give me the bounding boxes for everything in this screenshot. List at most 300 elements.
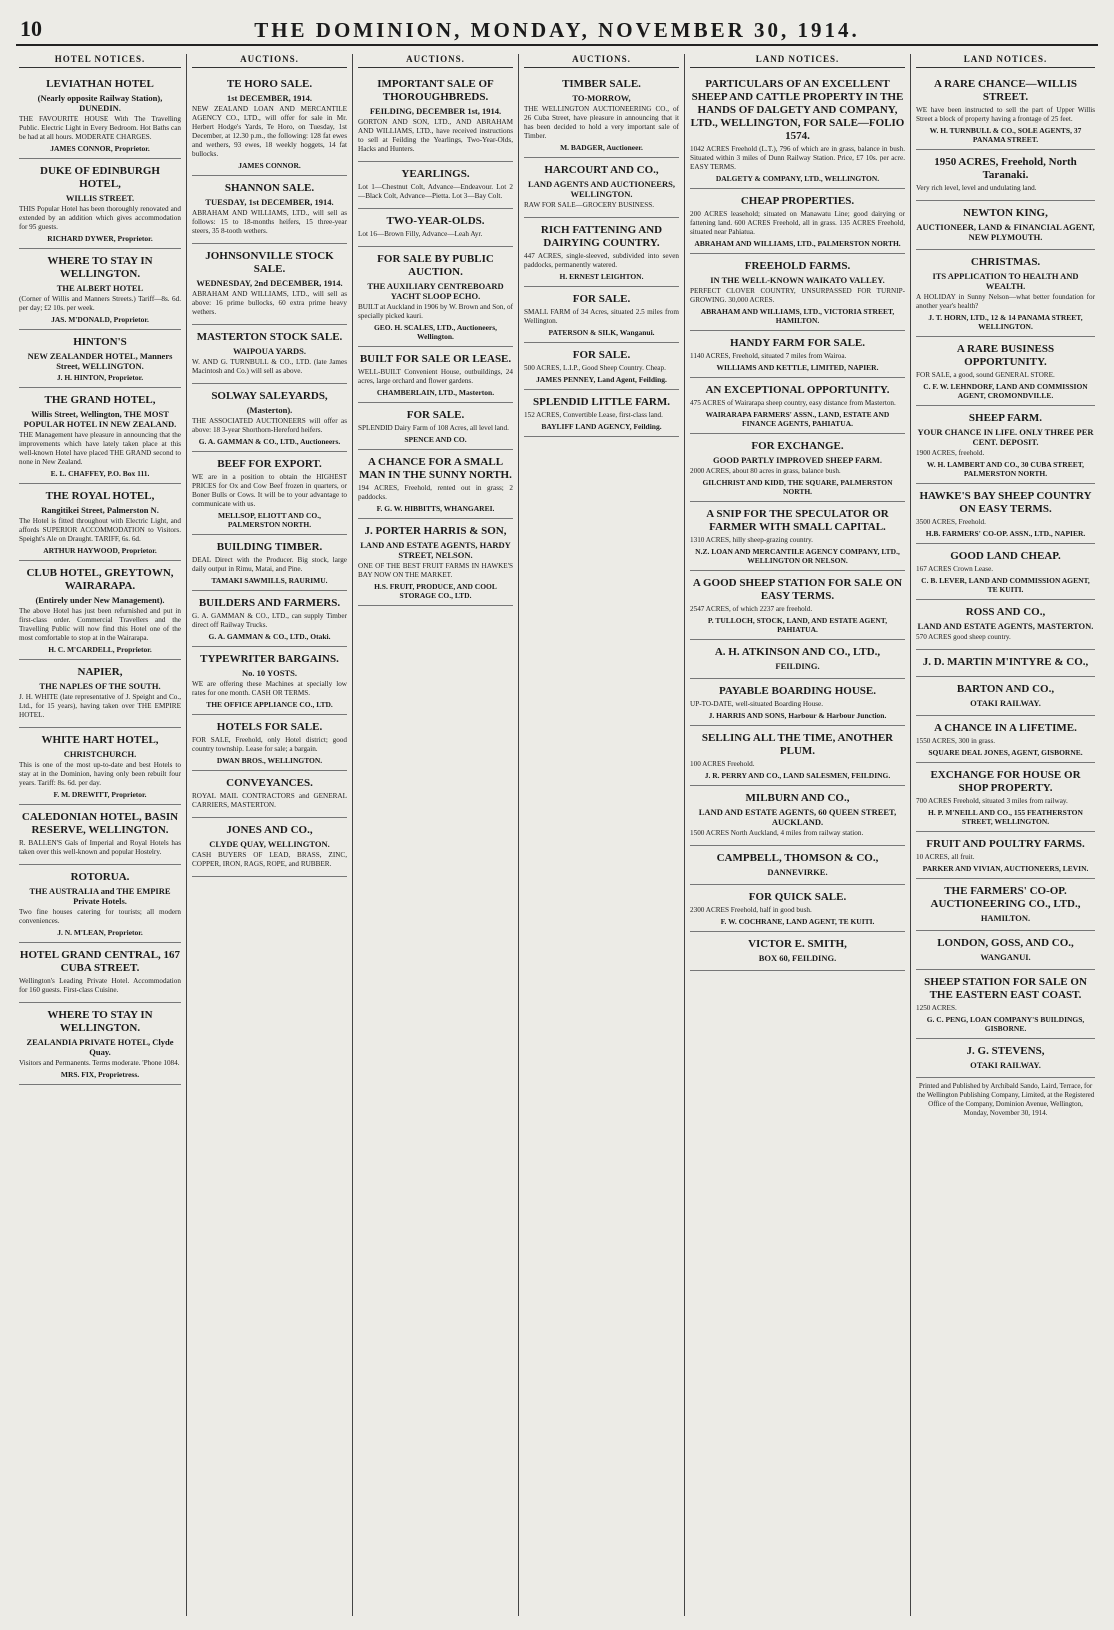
advertisement-body: 2300 ACRES Freehold, half in good bush.: [690, 906, 812, 914]
advertisement-signature: JAS. M'DONALD, Proprietor.: [51, 315, 149, 324]
advertisement-body: WE have been instructed to sell the part of Upper Willis Street a block of property having a frontage of 25 feet.: [916, 106, 1095, 123]
column-auctions-2: [352, 54, 518, 1616]
advertisement-signature: SQUARE DEAL JONES, AGENT, GISBORNE.: [928, 748, 1083, 757]
advertisement-subheading: THE NAPLES OF THE SOUTH.: [39, 681, 161, 691]
advertisement-body: 2547 ACRES, of which 2237 are freehold.: [690, 605, 813, 613]
advertisement-title: BARTON AND CO.,: [956, 683, 1055, 695]
advertisement: [690, 72, 905, 189]
advertisement-title: BUILDERS AND FARMERS.: [198, 597, 341, 609]
advertisement-subheading: CHRISTCHURCH.: [63, 749, 137, 759]
advertisement: [19, 388, 181, 484]
advertisement-title: A RARE CHANCE—WILLIS STREET.: [933, 78, 1078, 103]
advertisement-body: BUILT at Auckland in 1906 by W. Brown and Son, of specially picked kauri.: [358, 303, 513, 320]
advertisement-body: FOR SALE, a good, sound GENERAL STORE.: [916, 371, 1055, 379]
advertisement-signature: CHAMBERLAIN, LTD., Masterton.: [376, 388, 495, 397]
advertisement-subheading: THE AUSTRALIA and THE EMPIRE Private Hotels.: [29, 886, 171, 906]
advertisement: [690, 189, 905, 254]
advertisement-subheading: TUESDAY, 1st DECEMBER, 1914.: [205, 197, 334, 207]
advertisement-title: CAMPBELL, THOMSON & CO.,: [716, 852, 879, 864]
advertisement-signature: G. A. GAMMAN & CO., LTD., Otaki.: [208, 632, 331, 641]
advertisement-body: 700 ACRES Freehold, situated 3 miles from railway.: [916, 797, 1068, 805]
advertisement: [19, 660, 181, 728]
advertisement-subheading: ZEALANDIA PRIVATE HOTEL, Clyde Quay.: [26, 1037, 174, 1057]
advertisement-title: HINTON'S: [73, 336, 127, 348]
advertisement-title: JONES AND CO.,: [226, 824, 313, 836]
advertisement: [192, 818, 347, 877]
advertisement-signature: ABRAHAM AND WILLIAMS, LTD., VICTORIA STREET, HAMILTON.: [700, 307, 895, 325]
advertisement-body: This is one of the most up-to-date and best Hotels to stay at in the Dominion, having only been rebuilt four years. Tariff: 8s. 6d. per day.: [19, 761, 181, 787]
advertisement-title: JOHNSONVILLE STOCK SALE.: [205, 250, 334, 275]
advertisement: [690, 885, 905, 932]
advertisement: [192, 244, 347, 325]
advertisement-title: FOR QUICK SALE.: [748, 891, 847, 903]
advertisement: [19, 330, 181, 388]
advertisement-title: LEVIATHAN HOTEL: [46, 78, 154, 90]
advertisement-title: ROTORUA.: [70, 871, 130, 883]
advertisement-signature: M. BADGER, Auctioneer.: [560, 143, 643, 152]
advertisement: [916, 763, 1095, 832]
advertisement-title: TWO-YEAR-OLDS.: [386, 215, 485, 227]
advertisement-title: FOR SALE.: [572, 293, 631, 305]
advertisement-title: WHITE HART HOTEL,: [41, 734, 159, 746]
advertisement-title: FRUIT AND POULTRY FARMS.: [926, 838, 1085, 850]
advertisement-body: The Hotel is fitted throughout with Electric Light, and affords SUPERIOR ACCOMMODATION to Visitors. Speight's Ale on Draught. TARIFF, 6s. 6d.: [19, 517, 181, 543]
advertisement-title: 1950 ACRES, Freehold, North Taranaki.: [934, 156, 1077, 181]
advertisement-signature: F. W. COCHRANE, LAND AGENT, TE KUITI.: [720, 917, 875, 926]
advertisement: [524, 343, 679, 390]
advertisement-body: 1900 ACRES, freehold.: [916, 449, 985, 457]
advertisement-body: SPLENDID Dairy Farm of 108 Acres, all level land.: [358, 424, 509, 432]
advertisement-body: 200 ACRES leasehold; situated on Manawatu Line; good dairying or fattening land. 600 ACRES Freehold, all in grass. 135 ACRES Freehold, situated near Pahiatua.: [690, 210, 905, 236]
advertisement: [19, 1003, 181, 1085]
column-heading: AUCTIONS.: [192, 54, 347, 68]
advertisement: [358, 72, 513, 162]
advertisement-signature: JAMES CONNOR.: [238, 161, 301, 170]
advertisement-signature: TAMAKI SAWMILLS, RAURIMU.: [211, 576, 328, 585]
column-heading: HOTEL NOTICES.: [19, 54, 181, 68]
advertisement-title: FREEHOLD FARMS.: [744, 260, 851, 272]
advertisement: [192, 771, 347, 818]
column-land-notices-2: [910, 54, 1100, 1616]
advertisement-body: 1550 ACRES, 300 in grass.: [916, 737, 996, 745]
advertisement-subheading: FEILDING, DECEMBER 1st, 1914.: [369, 106, 502, 116]
advertisement-title: HOTELS FOR SALE.: [216, 721, 323, 733]
advertisement: [19, 484, 181, 561]
advertisement-body: RAW FOR SALE—GROCERY BUSINESS.: [524, 201, 655, 209]
advertisement: [916, 250, 1095, 337]
advertisement-body: (Corner of Willis and Manners Streets.) Tariff—8s. 6d. per day; £2 10s. per week.: [19, 295, 181, 312]
advertisement-title: MASTERTON STOCK SALE.: [196, 331, 343, 343]
advertisement-body: ONE OF THE BEST FRUIT FARMS IN HAWKE'S BAY NOW ON THE MARKET.: [358, 562, 513, 579]
advertisement: [358, 347, 513, 403]
advertisement: [19, 865, 181, 943]
advertisement-title: A. H. ATKINSON AND CO., LTD.,: [714, 646, 881, 658]
advertisement-title: BEEF FOR EXPORT.: [217, 458, 322, 470]
advertisement-subheading: THE ALBERT HOTEL: [56, 283, 144, 293]
advertisement-title: FOR SALE BY PUBLIC AUCTION.: [377, 253, 494, 278]
advertisement: [358, 519, 513, 606]
column-heading: AUCTIONS.: [524, 54, 679, 68]
advertisement-body: ABRAHAM AND WILLIAMS, LTD., will sell as follows: 15 to 18-months heifers, 15 three-year steers, 35 8-tooth wethers.: [192, 209, 347, 235]
advertisement-signature: E. L. CHAFFEY, P.O. Box 111.: [50, 469, 150, 478]
advertisement-body: A HOLIDAY in Sunny Nelson—what better foundation for another year's health?: [916, 293, 1095, 310]
advertisement: [690, 726, 905, 786]
advertisement-title: AN EXCEPTIONAL OPPORTUNITY.: [705, 384, 890, 396]
advertisement-subheading: WANGANUI.: [980, 952, 1031, 962]
advertisement: [524, 287, 679, 343]
advertisement: [524, 72, 679, 158]
advertisement: [916, 406, 1095, 484]
advertisement-body: WE are offering these Machines at specially low rates for one month. CASH OR TERMS.: [192, 680, 347, 697]
advertisement-signature: JAMES CONNOR, Proprietor.: [50, 144, 150, 153]
advertisement-title: A CHANCE IN A LIFETIME.: [934, 722, 1077, 734]
advertisement-subheading: CLYDE QUAY, WELLINGTON.: [209, 839, 330, 849]
advertisement: [192, 325, 347, 384]
advertisement: [192, 452, 347, 535]
advertisement-body: WE are in a position to obtain the HIGHEST PRICES for Ox and Cow Beef frozen in quarters, or Boner Bulls or Cows. It will be to your advantage to communicate with us.: [192, 473, 347, 508]
advertisement-title: VICTOR E. SMITH,: [748, 938, 847, 950]
advertisement-body: UP-TO-DATE, well-situated Boarding House.: [690, 700, 824, 708]
advertisement-body: WELL-BUILT Convenient House, outbuildings, 24 acres, large orchard and flower gardens.: [358, 368, 513, 385]
advertisement-body: 1250 ACRES.: [916, 1004, 957, 1012]
advertisement: [916, 931, 1095, 970]
newspaper-title: THE DOMINION, MONDAY, NOVEMBER 30, 1914.: [254, 18, 860, 42]
column-auctions-3: [518, 54, 684, 1616]
advertisement-body: 570 ACRES good sheep country.: [916, 633, 1011, 641]
advertisement-title: BUILT FOR SALE OR LEASE.: [359, 353, 512, 365]
advertisement-title: CALEDONIAN HOTEL, BASIN RESERVE, WELLINGTON.: [21, 811, 179, 836]
advertisement-body: SMALL FARM of 34 Acres, situated 2.5 miles from Wellington.: [524, 308, 679, 325]
advertisement: [19, 159, 181, 249]
advertisement-signature: F. M. DREWITT, Proprietor.: [53, 790, 147, 799]
advertisement-subheading: No. 10 YOSTS.: [242, 668, 297, 678]
advertisement-subheading: GOOD PARTLY IMPROVED SHEEP FARM.: [713, 455, 882, 465]
advertisement: [916, 484, 1095, 544]
column-heading: LAND NOTICES.: [916, 54, 1095, 68]
advertisement-signature: J. HARRIS AND SONS, Harbour & Harbour Junction.: [708, 711, 887, 720]
advertisement: [19, 561, 181, 660]
column-hotel-notices: [14, 54, 186, 1616]
advertisement: [19, 943, 181, 1003]
advertisement-subheading: FEILDING.: [775, 661, 820, 671]
advertisement-signature: H.B. FARMERS' CO-OP. ASSN., LTD., NAPIER.: [925, 529, 1086, 538]
advertisement-signature: PATERSON & SILK, Wanganui.: [548, 328, 655, 337]
advertisement-subheading: THE AUXILIARY CENTREBOARD YACHT SLOOP ECHO.: [367, 281, 504, 301]
advertisement-title: HAWKE'S BAY SHEEP COUNTRY ON EASY TERMS.: [919, 490, 1092, 515]
advertisement-signature: C. F. W. LEHNDORF, LAND AND COMMISSION AGENT, CROMONDVILLE.: [923, 382, 1088, 400]
page-number: 10: [20, 16, 42, 41]
advertisement-title: FOR SALE.: [406, 409, 465, 421]
advertisement: [690, 502, 905, 571]
advertisement-body: Wellington's Leading Private Hotel. Accommodation for 160 guests. First-class Cuisine.: [19, 977, 181, 994]
advertisement: [19, 249, 181, 330]
advertisement-subheading: WAIPOUA YARDS.: [232, 346, 307, 356]
advertisement-title: PAYABLE BOARDING HOUSE.: [719, 685, 876, 697]
advertisement: [916, 879, 1095, 931]
advertisement-title: CHRISTMAS.: [970, 256, 1041, 268]
advertisement-signature: G. C. PENG, LOAN COMPANY'S BUILDINGS, GISBORNE.: [926, 1015, 1085, 1033]
advertisement-subheading: (Entirely under New Management).: [35, 595, 165, 605]
advertisement-body: THIS Popular Hotel has been thoroughly renovated and extended by an addition which gives accommodation for 95 guests.: [19, 205, 181, 231]
advertisement-title: THE FARMERS' CO-OP. AUCTIONEERING CO., LTD.,: [930, 885, 1081, 910]
advertisement-title: WHERE TO STAY IN WELLINGTON.: [47, 255, 153, 280]
advertisement: [192, 176, 347, 244]
advertisement-subheading: WILLIS STREET.: [65, 193, 135, 203]
advertisement: [358, 403, 513, 450]
advertisement: [690, 640, 905, 679]
advertisement-title: A CHANCE FOR A SMALL MAN IN THE SUNNY NORTH.: [359, 456, 512, 481]
advertisement-signature: W. H. TURNBULL & CO., SOLE AGENTS, 37 PANAMA STREET.: [929, 126, 1082, 144]
advertisement-body: 2000 ACRES, about 80 acres in grass, balance bush.: [690, 467, 841, 475]
advertisement: [19, 728, 181, 805]
advertisement: [690, 932, 905, 971]
advertisement: [916, 544, 1095, 600]
advertisement-title: CONVEYANCES.: [226, 777, 313, 789]
advertisement-body: J. H. WHITE (late representative of J. Speight and Co., Ltd., for 15 years), having taken over THE EMPIRE HOTEL.: [19, 693, 181, 719]
advertisement-body: THE FAVOURITE HOUSE With The Travelling Public. Electric Light in Every Bedroom. Hot Baths can be had at all hours. MODERATE CHARGES.: [19, 115, 181, 141]
advertisement-body: 167 ACRES Crown Lease.: [916, 565, 994, 573]
advertisement-body: CASH BUYERS OF LEAD, BRASS, ZINC, COPPER, IRON, RAGS, ROPE, and RUBBER.: [192, 851, 347, 868]
advertisement-subheading: LAND AGENTS AND AUCTIONEERS, WELLINGTON.: [528, 179, 675, 199]
advertisement-body: 152 ACRES, Convertible Lease, first-class land.: [524, 411, 663, 419]
advertisement-title: DUKE OF EDINBURGH HOTEL,: [40, 165, 160, 190]
advertisement-subheading: BOX 60, FEILDING.: [758, 953, 837, 963]
advertisement-signature: C. B. LEVER, LAND AND COMMISSION AGENT, TE KUITI.: [921, 576, 1090, 594]
imprint: Printed and Published by Archibald Sando, Laird, Terrace, for the Wellington Publishing Company, Limited, at the Registered Office of the Company, Dominion Avenue, Wellington, Monday, November 30, 1914.: [916, 1082, 1095, 1117]
advertisement-title: IMPORTANT SALE OF THOROUGHBREDS.: [377, 78, 494, 103]
advertisement: [690, 571, 905, 640]
advertisement-subheading: LAND AND ESTATE AGENTS, 60 QUEEN STREET, AUCKLAND.: [698, 807, 897, 827]
advertisement-signature: N.Z. LOAN AND MERCANTILE AGENCY COMPANY, LTD., WELLINGTON OR NELSON.: [695, 547, 900, 565]
advertisement-title: THE ROYAL HOTEL,: [45, 490, 155, 502]
advertisement-body: THE Management have pleasure in announcing that the improvements which have lately taken place at this well-known Hotel have placed THE GRAND second to none in New Zealand.: [19, 431, 181, 466]
advertisement-subheading: AUCTIONEER, LAND & FINANCIAL AGENT, NEW PLYMOUTH.: [916, 222, 1095, 242]
advertisement-signature: H.S. FRUIT, PRODUCE, AND COOL STORAGE CO., LTD.: [374, 582, 497, 600]
advertisement-title: EXCHANGE FOR HOUSE OR SHOP PROPERTY.: [930, 769, 1081, 794]
advertisement-signature: H. ERNEST LEIGHTON.: [559, 272, 644, 281]
advertisement-body: 447 ACRES, single-sleeved, subdivided into seven paddocks, permanently watered.: [524, 252, 679, 269]
advertisement: [916, 600, 1095, 650]
advertisement-body: NEW ZEALAND LOAN AND MERCANTILE AGENCY CO., LTD., will offer for sale in Mr. Herbert Hodge's Yards, Te Horo, on Tuesday, 1st December, at 12.30 p.m., the following: 128 fat ewes and wethers, 93 ewes, 18 weekly hoggets, 14 fat bullocks.: [192, 105, 347, 158]
advertisement-body: THE ASSOCIATED AUCTIONEERS will offer as above: 18 3-year Shorthorn-Hereford heifers.: [192, 417, 347, 434]
advertisement-body: G. A. GAMMAN & CO., LTD., can supply Timber direct off Railway Trucks.: [192, 612, 347, 629]
advertisement-title: SHANNON SALE.: [224, 182, 315, 194]
advertisement-title: NAPIER,: [77, 666, 123, 678]
advertisement: [690, 846, 905, 885]
advertisement: [358, 450, 513, 519]
advertisement-title: J. PORTER HARRIS & SON,: [364, 525, 507, 537]
advertisement-title: PARTICULARS OF AN EXCELLENT SHEEP AND CATTLE PROPERTY IN THE HANDS OF DALGETY AND COMPANY, LTD., WELLINGTON, FOR SALE—FOLIO 1574.: [690, 78, 905, 142]
advertisement-signature: BAYLIFF LAND AGENCY, Feilding.: [541, 422, 662, 431]
advertisement-title: THE GRAND HOTEL,: [44, 394, 156, 406]
advertisement-body: Lot 1—Chestnut Colt, Advance—Endeavour. Lot 2—Black Colt, Advance—Pietta. Lot 3—Bay Colt.: [358, 183, 513, 200]
advertisement-subheading: YOUR CHANCE IN LIFE. ONLY THREE PER CENT. DEPOSIT.: [917, 427, 1094, 447]
advertisement: [192, 384, 347, 452]
advertisement-signature: W. H. LAMBERT AND CO., 30 CUBA STREET, PALMERSTON NORTH.: [926, 460, 1085, 478]
advertisement-signature: MELLSOP, ELIOTT AND CO., PALMERSTON NORTH.: [218, 511, 321, 529]
column-land-notices-1: [684, 54, 910, 1616]
advertisement-body: The above Hotel has just been refurnished and put in first-class order. Commercial Travellers and the Travelling Public will now find this Hotel one of the most comfortable to stop at in the Wairarapa.: [19, 607, 181, 642]
advertisement-subheading: HAMILTON.: [980, 913, 1031, 923]
advertisement-body: 1500 ACRES North Auckland, 4 miles from railway station.: [690, 829, 864, 837]
advertisement-body: 500 ACRES, L.I.P., Good Sheep Country. Cheap.: [524, 364, 666, 372]
advertisement-title: A RARE BUSINESS OPPORTUNITY.: [956, 343, 1055, 368]
masthead: [16, 14, 1098, 46]
advertisement: [916, 970, 1095, 1039]
advertisement-title: GOOD LAND CHEAP.: [950, 550, 1061, 562]
advertisement-body: GORTON AND SON, LTD., AND ABRAHAM AND WILLIAMS, LTD., have received instructions to sell at Feilding the Yearlings, Two-Year-Olds, Hacks and Hunters.: [358, 118, 513, 153]
advertisement-subheading: NEW ZEALANDER HOTEL, Manners Street, WELLINGTON.: [27, 351, 173, 371]
advertisement-title: ROSS AND CO.,: [965, 606, 1046, 618]
advertisement: [358, 162, 513, 209]
advertisement: [690, 378, 905, 434]
advertisement-body: ROYAL MAIL CONTRACTORS and GENERAL CARRIERS, MASTERTON.: [192, 792, 347, 809]
advertisement-title: LONDON, GOSS, AND CO.,: [937, 937, 1074, 949]
advertisement-subheading: Willis Street, Wellington, THE MOST POPULAR HOTEL IN NEW ZEALAND.: [23, 409, 177, 429]
advertisement-title: TYPEWRITER BARGAINS.: [200, 653, 339, 665]
advertisement-body: ABRAHAM AND WILLIAMS, LTD., will sell as above: 16 prime bullocks, 60 extra prime heavy wethers.: [192, 290, 347, 316]
advertisement-signature: J. R. PERRY AND CO., LAND SALESMEN, FEILDING.: [704, 771, 891, 780]
advertisement-subheading: (Masterton).: [246, 405, 293, 415]
advertisement-signature: JAMES PENNEY, Land Agent, Feilding.: [536, 375, 667, 384]
advertisement: [690, 254, 905, 331]
advertisement: [192, 647, 347, 715]
advertisement-title: SHEEP STATION FOR SALE ON THE EASTERN EAST COAST.: [924, 976, 1087, 1001]
advertisement-signature: H. P. M'NEILL AND CO., 155 FEATHERSTON STREET, WELLINGTON.: [928, 808, 1083, 826]
advertisement-title: HARCOURT AND CO.,: [544, 164, 659, 176]
advertisement-title: FOR SALE.: [572, 349, 631, 361]
advertisement: [524, 390, 679, 437]
advertisement-title: SOLWAY SALEYARDS,: [211, 390, 328, 402]
advertisement: [524, 218, 679, 287]
advertisement-title: HANDY FARM FOR SALE.: [729, 337, 866, 349]
advertisement-body: 1042 ACRES Freehold (L.T.), 796 of which are in grass, balance in bush. Situated within 3 miles of Dunn Railway Station. Price, £7 10s. per acre. EASY TERMS.: [690, 145, 905, 171]
advertisement-title: J. D. MARTIN M'INTYRE & CO.,: [922, 656, 1089, 668]
advertisement-title: SPLENDID LITTLE FARM.: [532, 396, 670, 408]
advertisement-subheading: LAND AND ESTATE AGENTS, HARDY STREET, NELSON.: [360, 540, 511, 560]
advertisement: [19, 72, 181, 159]
advertisement-subheading: WEDNESDAY, 2nd DECEMBER, 1914.: [196, 278, 343, 288]
advertisement-subheading: LAND AND ESTATE AGENTS, MASTERTON.: [917, 621, 1094, 631]
advertisement-signature: J. N. M'LEAN, Proprietor.: [57, 928, 143, 937]
advertisement-body: R. BALLEN'S Gals of Imperial and Royal Hotels has taken over this well-known and popular Hostelry.: [19, 839, 181, 856]
advertisement-signature: G. A. GAMMAN & CO., LTD., Auctioneers.: [198, 437, 341, 446]
advertisement-title: J. G. STEVENS,: [966, 1045, 1045, 1057]
advertisement-subheading: IN THE WELL-KNOWN WAIKATO VALLEY.: [710, 275, 885, 285]
advertisement-title: SHEEP FARM.: [968, 412, 1043, 424]
advertisement-body: 3500 ACRES, Freehold.: [916, 518, 986, 526]
advertisement-body: 100 ACRES Freehold.: [690, 760, 755, 768]
advertisement-title: SELLING ALL THE TIME, ANOTHER PLUM.: [701, 732, 894, 757]
advertisement-body: PERFECT CLOVER COUNTRY, UNSURPASSED FOR TURNIP-GROWING. 30,000 ACRES.: [690, 287, 905, 304]
advertisement-title: HOTEL GRAND CENTRAL, 167 CUBA STREET.: [19, 949, 181, 974]
advertisement-title: MILBURN AND CO.,: [745, 792, 850, 804]
advertisement-signature: PARKER AND VIVIAN, AUCTIONEERS, LEVIN.: [922, 864, 1089, 873]
advertisement-title: A GOOD SHEEP STATION FOR SALE ON EASY TERMS.: [692, 577, 903, 602]
advertisement-signature: ARTHUR HAYWOOD, Proprietor.: [43, 546, 157, 555]
advertisement: [192, 715, 347, 771]
advertisement: [690, 331, 905, 378]
advertisement-signature: THE OFFICE APPLIANCE CO., LTD.: [206, 700, 333, 709]
advertisement: [916, 150, 1095, 201]
advertisement-signature: P. TULLOCH, STOCK, LAND, AND ESTATE AGENT, PAHIATUA.: [707, 616, 888, 634]
advertisement-body: W. AND G. TURNBULL & CO., LTD. (late James Macintosh and Co.) will sell as above.: [192, 358, 347, 375]
advertisement: [192, 72, 347, 176]
advertisement-body: THE WELLINGTON AUCTIONEERING CO., of 26 Cuba Street, have pleasure in announcing that it has been decided to hold a very important sale of Timber.: [524, 105, 679, 140]
advertisement: [916, 201, 1095, 250]
advertisement-title: TE HORO SALE.: [226, 78, 313, 90]
advertisement-signature: GEO. H. SCALES, LTD., Auctioneers, Wellington.: [373, 323, 498, 341]
advertisement-signature: RICHARD DYWER, Proprietor.: [47, 234, 153, 243]
advertisement: [916, 716, 1095, 763]
advertisement-body: FOR SALE, Freehold, only Hotel district; good country township. Lease for sale; a bargain.: [192, 736, 347, 753]
advertisement: [916, 832, 1095, 879]
advertisement: [916, 1039, 1095, 1078]
advertisement-subheading: TO-MORROW,: [572, 93, 631, 103]
advertisement-signature: MRS. FIX, Proprietress.: [60, 1070, 140, 1079]
advertisement: [916, 677, 1095, 716]
advertisement-title: CHEAP PROPERTIES.: [740, 195, 855, 207]
advertisement-title: YEARLINGS.: [401, 168, 470, 180]
advertisement: [916, 72, 1095, 150]
advertisement-subheading: (Nearly opposite Railway Station), DUNEDIN.: [37, 93, 163, 113]
advertisement-signature: DALGETY & COMPANY, LTD., WELLINGTON.: [715, 174, 880, 183]
column-heading: AUCTIONS.: [358, 54, 513, 68]
advertisement-subheading: DANNEVIRKE.: [767, 867, 828, 877]
advertisement-body: Visitors and Permanents. Terms moderate. 'Phone 1084.: [19, 1059, 180, 1067]
advertisement-signature: J. H. HINTON, Proprietor.: [56, 373, 144, 382]
advertisement-body: Very rich level, level and undulating land.: [916, 184, 1037, 192]
advertisement-title: BUILDING TIMBER.: [216, 541, 323, 553]
advertisement: [192, 535, 347, 591]
advertisement-title: A SNIP FOR THE SPECULATOR OR FARMER WITH SMALL CAPITAL.: [706, 508, 889, 533]
advertisement-signature: F. G. W. HIBBITTS, WHANGAREI.: [376, 504, 495, 513]
advertisement-subheading: Rangitikei Street, Palmerston N.: [41, 505, 159, 515]
advertisement: [690, 679, 905, 726]
advertisement: [916, 650, 1095, 677]
advertisement-body: 10 ACRES, all fruit.: [916, 853, 975, 861]
advertisement-signature: H. C. M'CARDELL, Proprietor.: [48, 645, 152, 654]
advertisement-body: 194 ACRES, Freehold, rented out in grass; 2 paddocks.: [358, 484, 513, 501]
advertisement-title: FOR EXCHANGE.: [751, 440, 844, 452]
advertisement-body: 1310 ACRES, hilly sheep-grazing country.: [690, 536, 813, 544]
advertisement: [916, 337, 1095, 406]
advertisement-subheading: OTAKI RAILWAY.: [970, 1060, 1041, 1070]
advertisement: [192, 591, 347, 647]
advertisement-subheading: ITS APPLICATION TO HEALTH AND WEALTH.: [932, 271, 1079, 291]
advertisement-title: RICH FATTENING AND DAIRYING COUNTRY.: [540, 224, 663, 249]
advertisement-signature: DWAN BROS., WELLINGTON.: [216, 756, 323, 765]
advertisement-body: Lot 16—Brown Filly, Advance—Leah Ayr.: [358, 230, 483, 238]
advertisement-subheading: 1st DECEMBER, 1914.: [226, 93, 312, 103]
advertisement: [524, 158, 679, 218]
advertisement-title: TIMBER SALE.: [562, 78, 641, 90]
advertisement-signature: J. T. HORN, LTD., 12 & 14 PANAMA STREET, WELLINGTON.: [928, 313, 1083, 331]
advertisement-body: 475 ACRES of Wairarapa sheep country, easy distance from Masterton.: [690, 399, 896, 407]
advertisement-body: 1140 ACRES, Freehold, situated 7 miles from Wairoa.: [690, 352, 847, 360]
advertisement-signature: WAIRARAPA FARMERS' ASSN., LAND, ESTATE AND FINANCE AGENTS, PAHIATUA.: [705, 410, 890, 428]
advertisement-signature: SPENCE AND CO.: [404, 435, 467, 444]
advertisement-signature: ABRAHAM AND WILLIAMS, LTD., PALMERSTON NORTH.: [694, 239, 901, 248]
advertisement: [358, 209, 513, 247]
advertisement-title: WHERE TO STAY IN WELLINGTON.: [47, 1009, 153, 1034]
advertisement: [690, 786, 905, 846]
advertisement: [690, 434, 905, 502]
advertisement-title: CLUB HOTEL, GREYTOWN, WAIRARAPA.: [26, 567, 174, 592]
advertisement-signature: WILLIAMS AND KETTLE, LIMITED, NAPIER.: [716, 363, 879, 372]
advertisement-subheading: OTAKI RAILWAY.: [970, 698, 1041, 708]
column-auctions-1: [186, 54, 352, 1616]
